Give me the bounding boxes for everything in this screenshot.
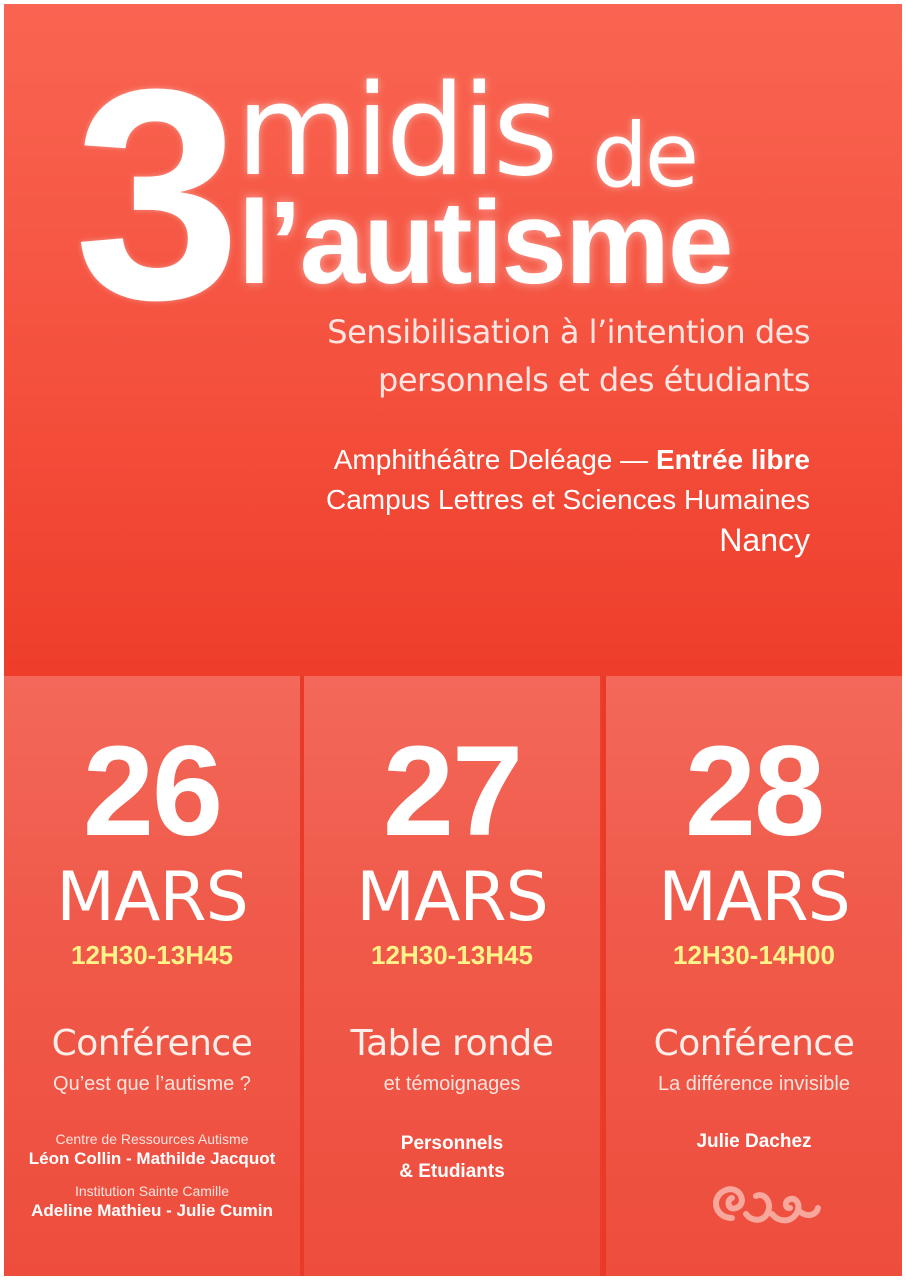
venue-name: Amphithéâtre Deléage — — [333, 444, 649, 475]
session-day: 27 — [382, 720, 522, 863]
venue-info — [110, 440, 810, 560]
poster — [4, 4, 902, 1276]
speaker-names: Adeline Mathieu - Julie Cumin — [31, 1201, 273, 1220]
sessions — [4, 676, 902, 1276]
session-27-mars — [304, 676, 600, 1276]
free-entry: Entrée libre — [655, 444, 810, 475]
speaker-org: Institution Sainte Camille — [74, 1183, 230, 1199]
campus-name: Campus Lettres et Sciences Humaines — [326, 484, 810, 515]
session-subtitle: Qu’est que l’autisme ? — [53, 1073, 251, 1095]
title-midis: midis — [236, 57, 555, 204]
title-de: de — [592, 104, 696, 207]
session-type: Table ronde — [350, 1023, 554, 1064]
venue-line — [110, 440, 810, 480]
session-month: MARS — [658, 858, 850, 937]
session-subtitle: et témoignages — [383, 1073, 521, 1095]
title-autisme: l’autisme — [238, 177, 732, 309]
session-time: 12H30-13H45 — [371, 940, 533, 970]
session-day: 28 — [684, 720, 824, 863]
session-month: MARS — [356, 858, 548, 937]
session-26-mars — [4, 676, 300, 1276]
session-day: 26 — [82, 720, 222, 863]
city-name: Nancy — [719, 522, 810, 558]
speaker-org: Centre de Ressources Autisme — [55, 1131, 249, 1147]
subtitle-line1: Sensibilisation à l’intention des — [327, 313, 810, 351]
session-type: Conférence — [51, 1023, 253, 1064]
guests-line2: & Etudiants — [399, 1161, 505, 1182]
session-time: 12H30-13H45 — [71, 940, 233, 970]
session-28-mars — [606, 676, 902, 1276]
session-type: Conférence — [653, 1023, 855, 1064]
session-time: 12H30-14H00 — [673, 940, 835, 970]
session-subtitle: La différence invisible — [658, 1073, 850, 1095]
subtitle-line2: personnels et des étudiants — [378, 361, 810, 399]
speaker-names: Léon Collin - Mathilde Jacquot — [28, 1149, 276, 1168]
title-number: 3 — [74, 26, 235, 362]
swirl-logo-icon — [702, 1162, 822, 1232]
guests-line1: Personnels — [400, 1133, 504, 1154]
session-month: MARS — [56, 858, 248, 937]
poster-header — [4, 4, 902, 676]
subtitle — [110, 308, 810, 404]
guest-name: Julie Dachez — [696, 1131, 812, 1152]
